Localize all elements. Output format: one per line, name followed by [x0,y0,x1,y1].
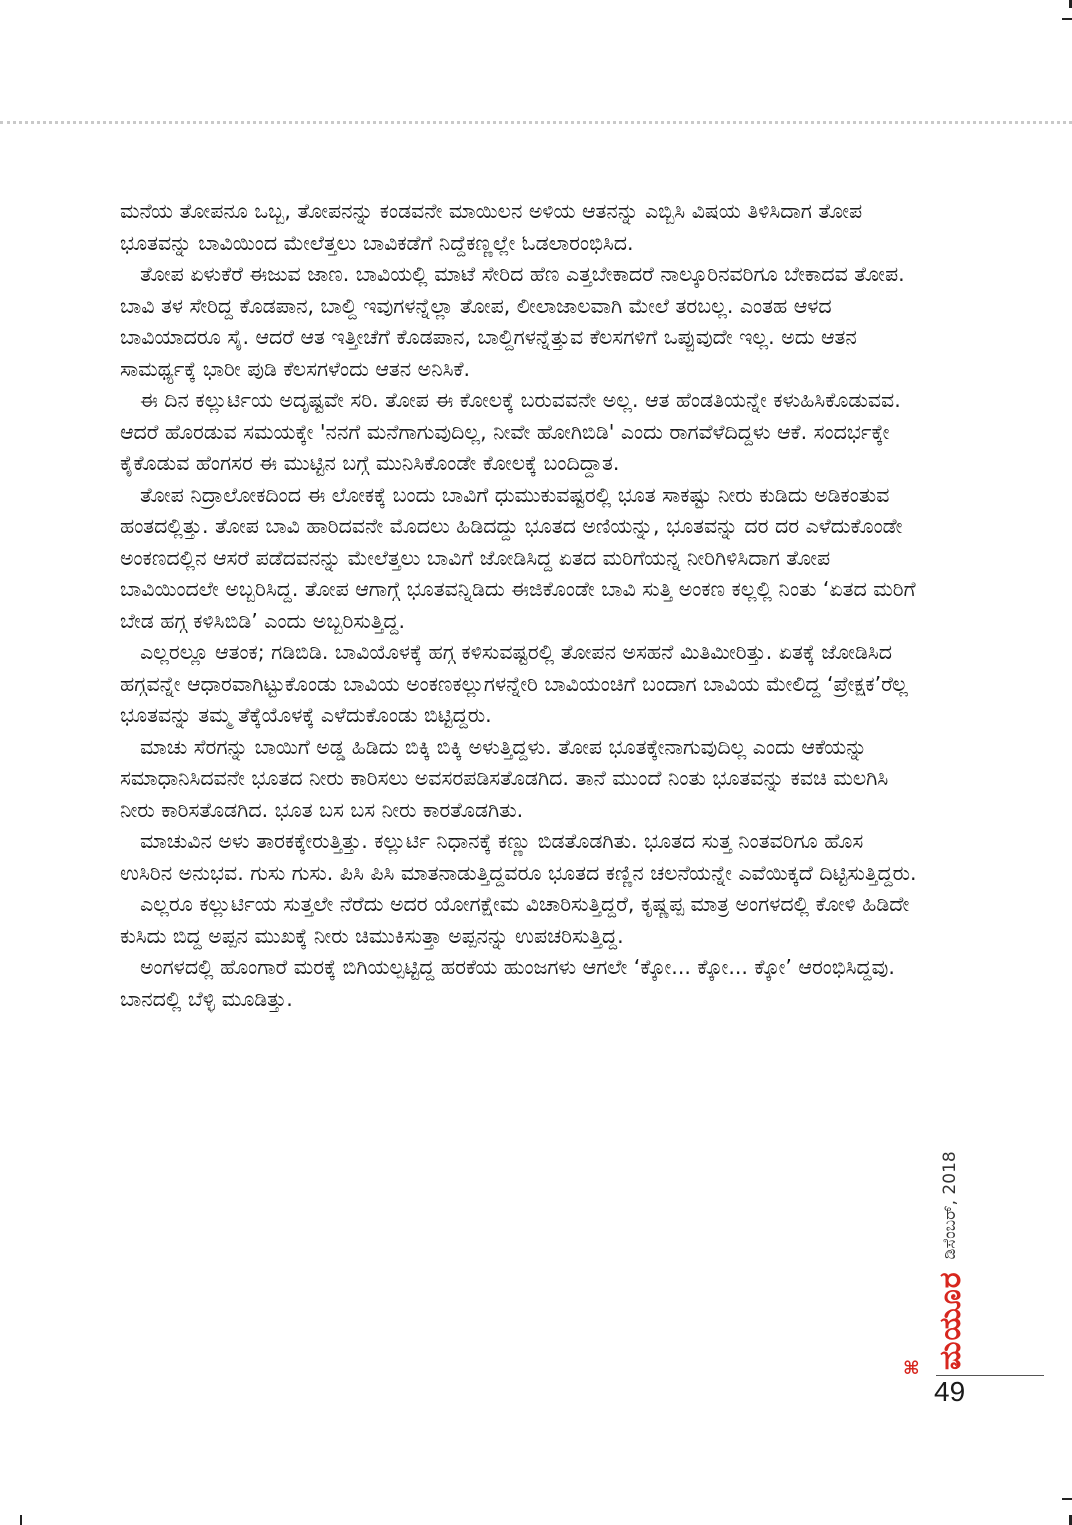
crop-mark-bottom-left [20,1515,22,1525]
article-paragraph: ಮಾಚುವಿನ ಅಳು ತಾರಕಕ್ಕೇರುತ್ತಿತ್ತು. ಕಲ್ಲುರ್ಟಿ ನಿಧಾನಕ್ಕೆ ಕಣ್ಣು ಬಿಡತೊಡಗಿತು. ಭೂತದ ಸುತ್ತ ನಿಂತವರಿಗೂ ಹೊಸ ಉಸಿರಿನ ಅನುಭವ. ಗುಸು ಗುಸು. ಪಿಸಿ ಪಿಸಿ ಮಾತನಾಡುತ್ತಿದ್ದವರೂ ಭೂತದ ಕಣ್ಣಿನ ಚಲನೆಯನ್ನೇ ಎವೆಯಿಕ್ಕದೆ ದಿಟ್ಟಿಸುತ್ತಿದ್ದರು. [120,829,917,885]
article-paragraph: ತೋಪ ಏಳುಕೆರೆ ಈಜುವ ಜಾಣ. ಬಾವಿಯಲ್ಲಿ ಮಾಟೆ ಸೇರಿದ ಹೆಣ ಎತ್ತಬೇಕಾದರೆ ನಾಲ್ಕೂರಿನವರಿಗೂ ಬೇಕಾದವ ತೋಪ. ಬಾವಿ ತಳ ಸೇರಿದ್ದ ಕೊಡಪಾನ, ಬಾಲ್ದಿ ಇವುಗಳನ್ನೆಲ್ಲಾ ತೋಪ, ಲೀಲಾಜಾಲವಾಗಿ ಮೇಲೆ ತರಬಲ್ಲ. ಎಂತಹ ಆಳದ ಬಾವಿಯಾದರೂ ಸೈ. ಆದರೆ ಆತ ಇತ್ತೀಚೆಗೆ ಕೊಡಪಾನ, ಬಾಲ್ದಿಗಳನ್ನೆತ್ತುವ ಕೆಲಸಗಳಿಗೆ ಒಪ್ಪುವುದೇ ಇಲ್ಲ. ಅದು ಆತನ ಸಾಮರ್ಥ್ಯಕ್ಕೆ ಭಾರೀ ಪುಡಿ ಕೆಲಸಗಳೆಂದು ಆತನ ಅನಿಸಿಕೆ. [120,262,905,381]
article-paragraph: ಎಲ್ಲರೂ ಕಲ್ಲುರ್ಟಿಯ ಸುತ್ತಲೇ ನೆರೆದು ಅದರ ಯೋಗಕ್ಷೇಮ ವಿಚಾರಿಸುತ್ತಿದ್ದರೆ, ಕೃಷ್ಣಪ್ಪ ಮಾತ್ರ ಅಂಗಳದಲ್ಲಿ ಕೋಳಿ ಹಿಡಿದೇ ಕುಸಿದು ಬಿದ್ದ ಅಪ್ಪನ ಮುಖಕ್ಕೆ ನೀರು ಚಿಮುಕಿಸುತ್ತಾ ಅಪ್ಪನನ್ನು ಉಪಚರಿಸುತ್ತಿದ್ದ. [120,892,910,948]
page-number: 49 [934,1376,966,1407]
article-paragraph: ಈ ದಿನ ಕಲ್ಲುರ್ಟಿಯ ಅದೃಷ್ಟವೇ ಸರಿ. ತೋಪ ಈ ಕೋಲಕ್ಕೆ ಬರುವವನೇ ಅಲ್ಲ. ಆತ ಹೆಂಡತಿಯನ್ನೇ ಕಳುಹಿಸಿಕೊಡುವವ. ಆದರೆ ಹೊರಡುವ ಸಮಯಕ್ಕೇ 'ನನಗೆ ಮನೆಗಾಗುವುದಿಲ್ಲ, ನೀವೇ ಹೋಗಿಬಿಡಿ' ಎಂದು ರಾಗವೆಳೆದಿದ್ದಳು ಆಕೆ. ಸಂದರ್ಭಕ್ಕೇ ಕೈಕೊಡುವ ಹೆಂಗಸರ ಈ ಮುಟ್ಟಿನ ಬಗ್ಗೆ ಮುನಿಸಿಕೊಂಡೇ ಕೋಲಕ್ಕೆ ಬಂದಿದ್ದಾತ. [120,388,901,475]
article-paragraph: ಮಾಚು ಸೆರಗನ್ನು ಬಾಯಿಗೆ ಅಡ್ಡ ಹಿಡಿದು ಬಿಕ್ಕಿ ಬಿಕ್ಕಿ ಅಳುತ್ತಿದ್ದಳು. ತೋಪ ಭೂತಕ್ಕೇನಾಗುವುದಿಲ್ಲ ಎಂದು ಆಕೆಯನ್ನು ಸಮಾಧಾನಿಸಿದವನೇ ಭೂತದ ನೀರು ಕಾರಿಸಲು ಅವಸರಪಡಿಸತೊಡಗಿದ. ತಾನೆ ಮುಂದೆ ನಿಂತು ಭೂತವನ್ನು ಕವಚಿ ಮಲಗಿಸಿ ನೀರು ಕಾರಿಸತೊಡಗಿದ. ಭೂತ ಬಸ ಬಸ ನೀರು ಕಾರತೊಡಗಿತು. [120,734,889,822]
running-side-label [930,1080,970,1370]
header-dotted-rule [0,121,1072,124]
article-body [120,196,920,1015]
article-paragraph: ತೋಪ ನಿದ್ರಾಲೋಕದಿಂದ ಈ ಲೋಕಕ್ಕೆ ಬಂದು ಬಾವಿಗೆ ಧುಮುಕುವಷ್ಟರಲ್ಲಿ ಭೂತ ಸಾಕಷ್ಟು ನೀರು ಕುಡಿದು ಅಡಿಕಂತುವ ಹಂತದಲ್ಲಿತ್ತು. ತೋಪ ಬಾವಿ ಹಾರಿದವನೇ ಮೊದಲು ಹಿಡಿದದ್ದು ಭೂತದ ಅಣಿಯನ್ನು, ಭೂತವನ್ನು ದರ ದರ ಎಳೆದುಕೊಂಡೇ ಅಂಕಣದಲ್ಲಿನ ಆಸರೆ ಪಡೆದವನನ್ನು ಮೇಲೆತ್ತಲು ಬಾವಿಗೆ ಜೋಡಿಸಿದ್ದ ಏತದ ಮರಿಗೆಯನ್ನ ನೀರಿಗಿಳಿಸಿದಾಗ ತೋಪ ಬಾವಿಯಿಂದಲೇ ಅಬ್ಬರಿಸಿದ್ದ. ತೋಪ ಆಗಾಗ್ಗೆ ಭೂತವನ್ನಿಡಿದು ಈಜಿಕೊಂಡೇ ಬಾವಿ ಸುತ್ತಿ ಅಂಕಣ ಕಲ್ಲಲ್ಲಿ ನಿಂತು ‘ಏತದ ಮರಿಗೆ ಬೇಡ ಹಗ್ಗ ಕಳಿಸಿಬಿಡಿ’ ಎಂದು ಅಬ್ಬರಿಸುತ್ತಿದ್ದ. [120,482,916,633]
article-paragraph: ಎಲ್ಲರಲ್ಲೂ ಆತಂಕ; ಗಡಿಬಿಡಿ. ಬಾವಿಯೊಳಕ್ಕೆ ಹಗ್ಗ ಕಳಿಸುವಷ್ಟರಲ್ಲಿ ತೋಪನ ಅಸಹನೆ ಮಿತಿಮೀರಿತ್ತು. ಏತಕ್ಕೆ ಜೋಡಿಸಿದ ಹಗ್ಗವನ್ನೇ ಆಧಾರವಾಗಿಟ್ಟುಕೊಂಡು ಬಾವಿಯ ಅಂಕಣಕಲ್ಲುಗಳನ್ನೇರಿ ಬಾವಿಯಂಚಿಗೆ ಬಂದಾಗ ಬಾವಿಯ ಮೇಲಿದ್ದ ‘ಪ್ರೇಕ್ಷಕ’ರೆಲ್ಲ ಭೂತವನ್ನು ತಮ್ಮ ತೆಕ್ಕೆಯೊಳಕ್ಕೆ ಎಳೆದುಕೊಂಡು ಬಿಟ್ಟಿದ್ದರು. [120,640,908,727]
magazine-name: ಮಯೂರ [932,1271,968,1370]
end-of-story-icon: ⌘ [903,1358,920,1379]
crop-mark-top-right-h [1062,18,1072,20]
article-paragraph: ಅಂಗಳದಲ್ಲಿ ಹೊಂಗಾರೆ ಮರಕ್ಕೆ ಬಿಗಿಯಲ್ಪಟ್ಟಿದ್ದ ಹರಕೆಯ ಹುಂಜಗಳು ಆಗಲೇ ‘ಕ್ಕೋ... ಕ್ಕೋ... ಕ್ಕೋ’ ಆರಂಭಿಸಿದ್ದವು. ಬಾನದಲ್ಲಿ ಬೆಳ್ಳಿ ಮೂಡಿತ್ತು. [120,955,895,1011]
issue-date: ಡಿಸೆಂಬರ್, 2018 [940,1151,960,1260]
article-paragraph: ಮನೆಯ ತೋಪನೂ ಒಬ್ಬ, ತೋಪನನ್ನು ಕಂಡವನೇ ಮಾಯಿಲನ ಅಳಿಯ ಆತನನ್ನು ಎಬ್ಬಿಸಿ ವಿಷಯ ತಿಳಿಸಿದಾಗ ತೋಪ ಭೂತವನ್ನು ಬಾವಿಯಿಂದ ಮೇಲೆತ್ತಲು ಬಾವಿಕಡೆಗೆ ನಿದ್ದೆಕಣ್ಣಲ್ಲೇ ಓಡಲಾರಂಭಿಸಿದ. [120,199,863,255]
crop-mark-bottom-right-h [1062,1498,1072,1500]
